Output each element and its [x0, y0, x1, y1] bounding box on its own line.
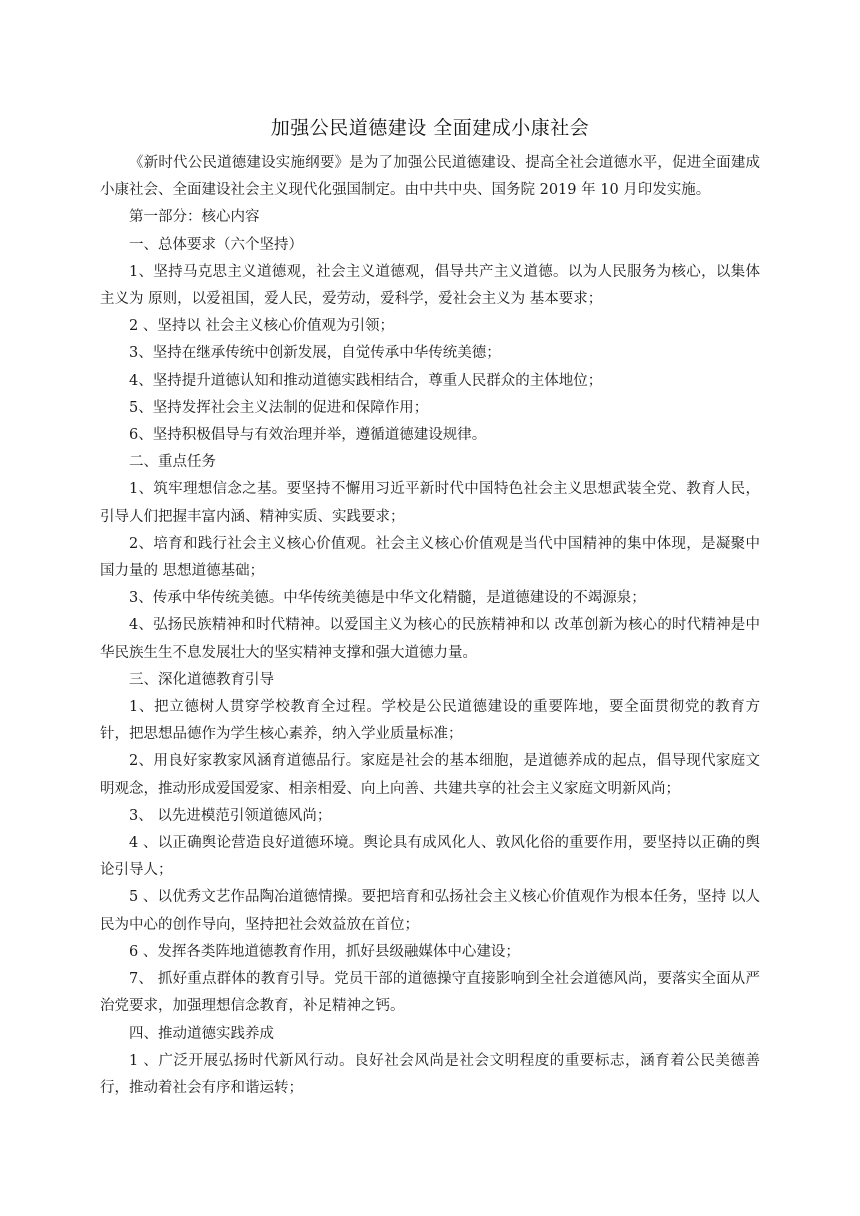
list-item: 5 、以优秀文艺作品陶冶道德情操。要把培育和弘扬社会主义核心价值观作为根本任务，坚持 以人民为中心的创作导向，坚持把社会效益放在首位；	[100, 889, 760, 933]
list-item: 4 、以正确舆论营造良好道德环境。舆论具有成风化人、敦风化俗的重要作用，要坚持以正确的舆论引导人；	[100, 835, 760, 879]
list-item: 1 、广泛开展弘扬时代新风行动。良好社会风尚是社会文明程度的重要标志，涵育着公民美德善行，推动着社会有序和谐运转；	[100, 1052, 760, 1096]
list-item: 2、培育和践行社会主义核心价值观。社会主义核心价值观是当代中国精神的集中体现，是凝聚中国力量的 思想道德基础；	[100, 535, 760, 580]
list-item: 3、 以先进模范引领道德风尚；	[129, 807, 332, 824]
section-heading-general-requirements: 一、总体要求（六个坚持）	[129, 236, 303, 253]
list-item: 6、坚持积极倡导与有效治理并举，遵循道德建设规律。	[129, 427, 487, 444]
intro-paragraph: 《新时代公民道德建设实施纲要》是为了加强公民道德建设、提高全社会道德水平，促进全面建成小康社会、全面建设社会主义现代化强国制定。由中共中央、国务院 2019 年 10 月印发实施。	[100, 155, 760, 199]
section-heading-moral-practice: 四、推动道德实践养成	[129, 1025, 274, 1042]
list-item: 4、弘扬民族精神和时代精神。以爱国主义为核心的民族精神和以 改革创新为核心的时代精神是中华民族生生不息发展壮大的坚实精神支撑和强大道德力量。	[100, 617, 760, 661]
list-item: 2、用良好家教家风涵育道德品行。家庭是社会的基本细胞，是道德养成的起点，倡导现代家庭文明观念，推动形成爱国爱家、相亲相爱、向上向善、共建共享的社会主义家庭文明新风尚；	[100, 753, 760, 797]
list-item: 3、传承中华传统美德。中华传统美德是中华文化精髓，是道德建设的不竭源泉；	[129, 590, 646, 607]
section-heading-moral-education: 三、深化道德教育引导	[129, 671, 274, 688]
list-item: 7、 抓好重点群体的教育引导。党员干部的道德操守直接影响到全社会道德风尚，要落实全面从严治党要求，加强理想信念教育，补足精神之钙。	[100, 971, 760, 1015]
section-heading-part-one: 第一部分：核心内容	[129, 209, 260, 226]
list-item: 5、坚持发挥社会主义法制的促进和保障作用；	[129, 399, 429, 416]
list-item: 1、坚持马克思主义道德观，社会主义道德观，倡导共产主义道德。以为人民服务为核心，以集体主义为 原则，以爱祖国，爱人民，爱劳动，爱科学，爱社会主义为 基本要求；	[100, 263, 760, 308]
document-title: 加强公民道德建设 全面建成小康社会	[270, 117, 590, 139]
document-body	[100, 150, 760, 1102]
list-item: 1、把立德树人贯穿学校教育全过程。学校是公民道德建设的重要阵地，要全面贯彻党的教育方针，把思想品德作为学生核心素养，纳入学业质量标准；	[100, 699, 760, 743]
list-item: 3、坚持在继承传统中创新发展，自觉传承中华传统美德；	[129, 345, 501, 362]
list-item: 2 、坚持以 社会主义核心价值观为引领；	[129, 318, 394, 335]
section-heading-key-tasks: 二、重点任务	[129, 454, 216, 471]
list-item: 4、坚持提升道德认知和推动道德实践相结合，尊重人民群众的主体地位；	[129, 372, 603, 389]
list-item: 6 、发挥各类阵地道德教育作用，抓好县级融媒体中心建设；	[129, 943, 520, 960]
list-item: 1、筑牢理想信念之基。要坚持不懈用习近平新时代中国特色社会主义思想武装全党、教育人民，引导人们把握丰富内涵、精神实质、实践要求；	[100, 481, 760, 525]
